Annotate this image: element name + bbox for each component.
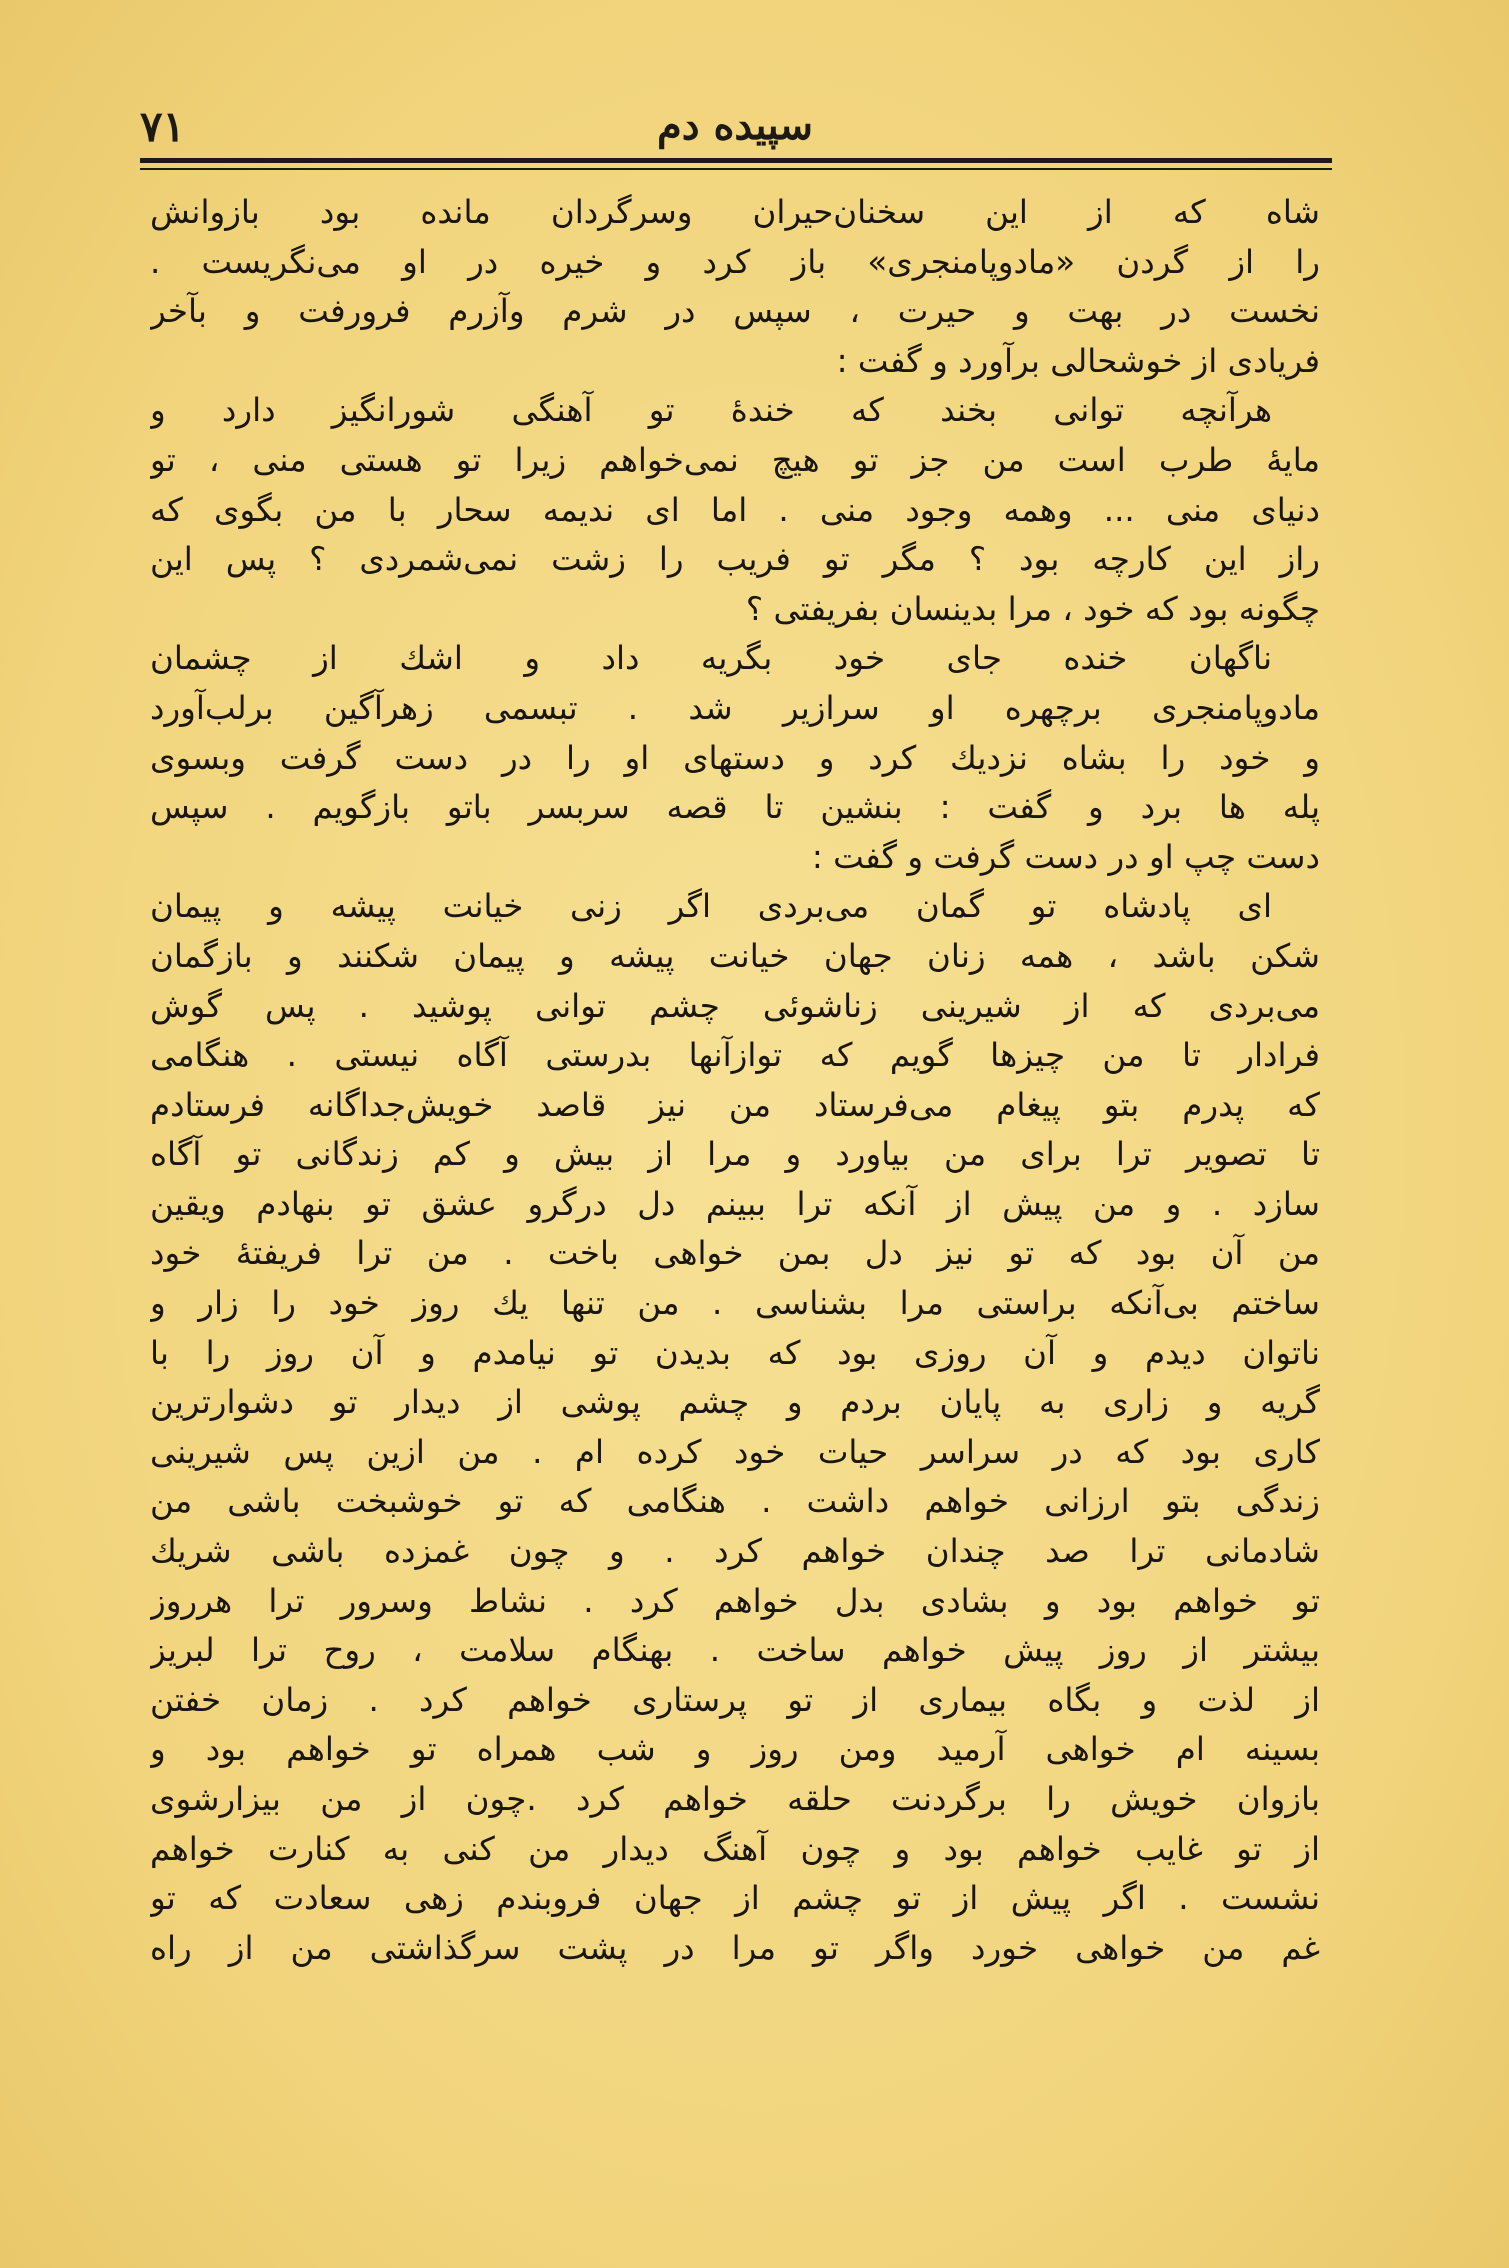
- text-line: بازوان خویش را برگردنت حلقه خواهم کرد .چون از من بیزارشوی: [150, 1780, 1320, 1818]
- text-line: غم من خواهی خورد واگر تو مرا در پشت سرگذاشتی من از راه: [150, 1928, 1320, 1967]
- text-line: از تو غایب خواهم بود و چون آهنگ دیدار من کنی به کنارت خواهم: [150, 1829, 1320, 1868]
- text-line: شکن باشد ، همه زنان جهان خیانت پیشه و پیمان شکنند و بازگمان: [150, 936, 1320, 975]
- text-line: راز این کارچه بود ؟ مگر تو فریب را زشت نمی‌شمردی ؟ پس این: [150, 540, 1320, 579]
- text-line: شاه که از این سخنان‌حیران وسرگردان مانده بود بازوانش: [150, 193, 1320, 231]
- text-line: را از گردن «مادوپامنجری» باز کرد و خیره در او می‌نگریست .: [150, 242, 1320, 281]
- text-line: مادوپامنجری برچهره او سرازیر شد . تبسمی زهرآگین برلب‌آورد: [150, 688, 1320, 727]
- text-line: تو خواهم بود و بشادی بدل خواهم کرد . نشاط وسرور ترا هرروز: [150, 1581, 1320, 1620]
- text-line: فریادی از خوشحالی برآورد و گفت :: [836, 341, 1320, 380]
- text-line: ناگهان خنده جای خود بگریه داد و اشك از چشمان: [150, 639, 1272, 678]
- text-line: گریه و زاری به پایان بردم و چشم پوشی از دیدار تو دشوارترین: [150, 1383, 1320, 1422]
- text-line: چگونه بود که خود ، مرا بدینسان بفریفتی ؟: [745, 589, 1320, 628]
- text-line: نشست . اگر پیش از تو چشم از جهان فروبندم زهی سعادت که تو: [150, 1879, 1320, 1918]
- text-line: تا تصویر ترا برای من بیاورد و مرا از بیش و کم زندگانی تو آگاه: [150, 1135, 1320, 1174]
- text-line: دنیای منی ... وهمه وجود منی . اما ای ندیمه سحار با من بگوی که: [150, 490, 1320, 529]
- text-line: هرآنچه توانی بخند که خندهٔ تو آهنگی شورانگیز دارد و: [150, 391, 1272, 430]
- text-line: نخست در بهت و حیرت ، سپس در شرم وآزرم فرورفت و بآخر: [150, 292, 1320, 331]
- text-line: ای پادشاه تو گمان می‌بردی اگر زنی خیانت پیشه و پیمان: [150, 887, 1272, 926]
- running-title: سپیده دم: [656, 102, 814, 149]
- header-rule-thick: [140, 158, 1332, 163]
- text-line: پله ها برد و گفت : بنشین تا قصه سربسر باتو بازگویم . سپس: [150, 788, 1320, 827]
- text-line: بسینه ام خواهی آرمید ومن روز و شب همراه تو خواهم بود و: [150, 1730, 1320, 1769]
- text-line: من آن بود که تو نیز دل بمن خواهی باخت . من ترا فریفتهٔ خود: [150, 1234, 1320, 1273]
- text-line: مایهٔ طرب است من جز تو هیچ نمی‌خواهم زیرا تو هستی منی ، تو: [150, 440, 1320, 479]
- text-line: ناتوان دیدم و آن روزی بود که بدیدن تو نیامدم و آن روز را با: [150, 1333, 1320, 1372]
- text-line: ساختم بی‌آنکه براستی مرا بشناسی . من تنها یك روز خود را زار و: [150, 1284, 1320, 1323]
- text-line: از لذت و بگاه بیماری از تو پرستاری خواهم کرد . زمان خفتن: [150, 1680, 1320, 1719]
- text-line: و خود را بشاه نزدیك کرد و دستهای او را در دست گرفت وبسوی: [150, 738, 1320, 777]
- text-line: که پدرم بتو پیغام می‌فرستاد من نیز قاصد خویش‌جداگانه فرستادم: [150, 1085, 1320, 1124]
- text-line: بیشتر از روز پیش خواهم ساخت . بهنگام سلامت ، روح ترا لبریز: [150, 1631, 1320, 1670]
- header-rule-thin: [140, 168, 1332, 170]
- text-line: سازد . و من پیش از آنکه ترا ببینم دل درگرو عشق تو بنهادم ویقین: [150, 1184, 1320, 1223]
- text-line: کاری بود که در سراسر حیات خود کرده ام . من ازین پس شیرینی: [150, 1432, 1320, 1471]
- text-line: فرادار تا من چیزها گویم که توازآنها بدرستی آگاه نیستی . هنگامی: [150, 1036, 1320, 1075]
- page-header: [140, 96, 1330, 166]
- text-line: دست چپ او در دست گرفت و گفت :: [811, 837, 1320, 876]
- page-number: ٧١: [140, 102, 186, 151]
- text-line: شادمانی ترا صد چندان خواهم کرد . و چون غمزده باشی شریك: [150, 1532, 1320, 1571]
- body-text: [150, 188, 1320, 1973]
- text-line: می‌بردی که از شیرینی زناشوئی چشم توانی پوشید . پس گوش: [150, 986, 1320, 1025]
- text-line: زندگی بتو ارزانی خواهم داشت . هنگامی که تو خوشبخت باشی من: [150, 1482, 1320, 1521]
